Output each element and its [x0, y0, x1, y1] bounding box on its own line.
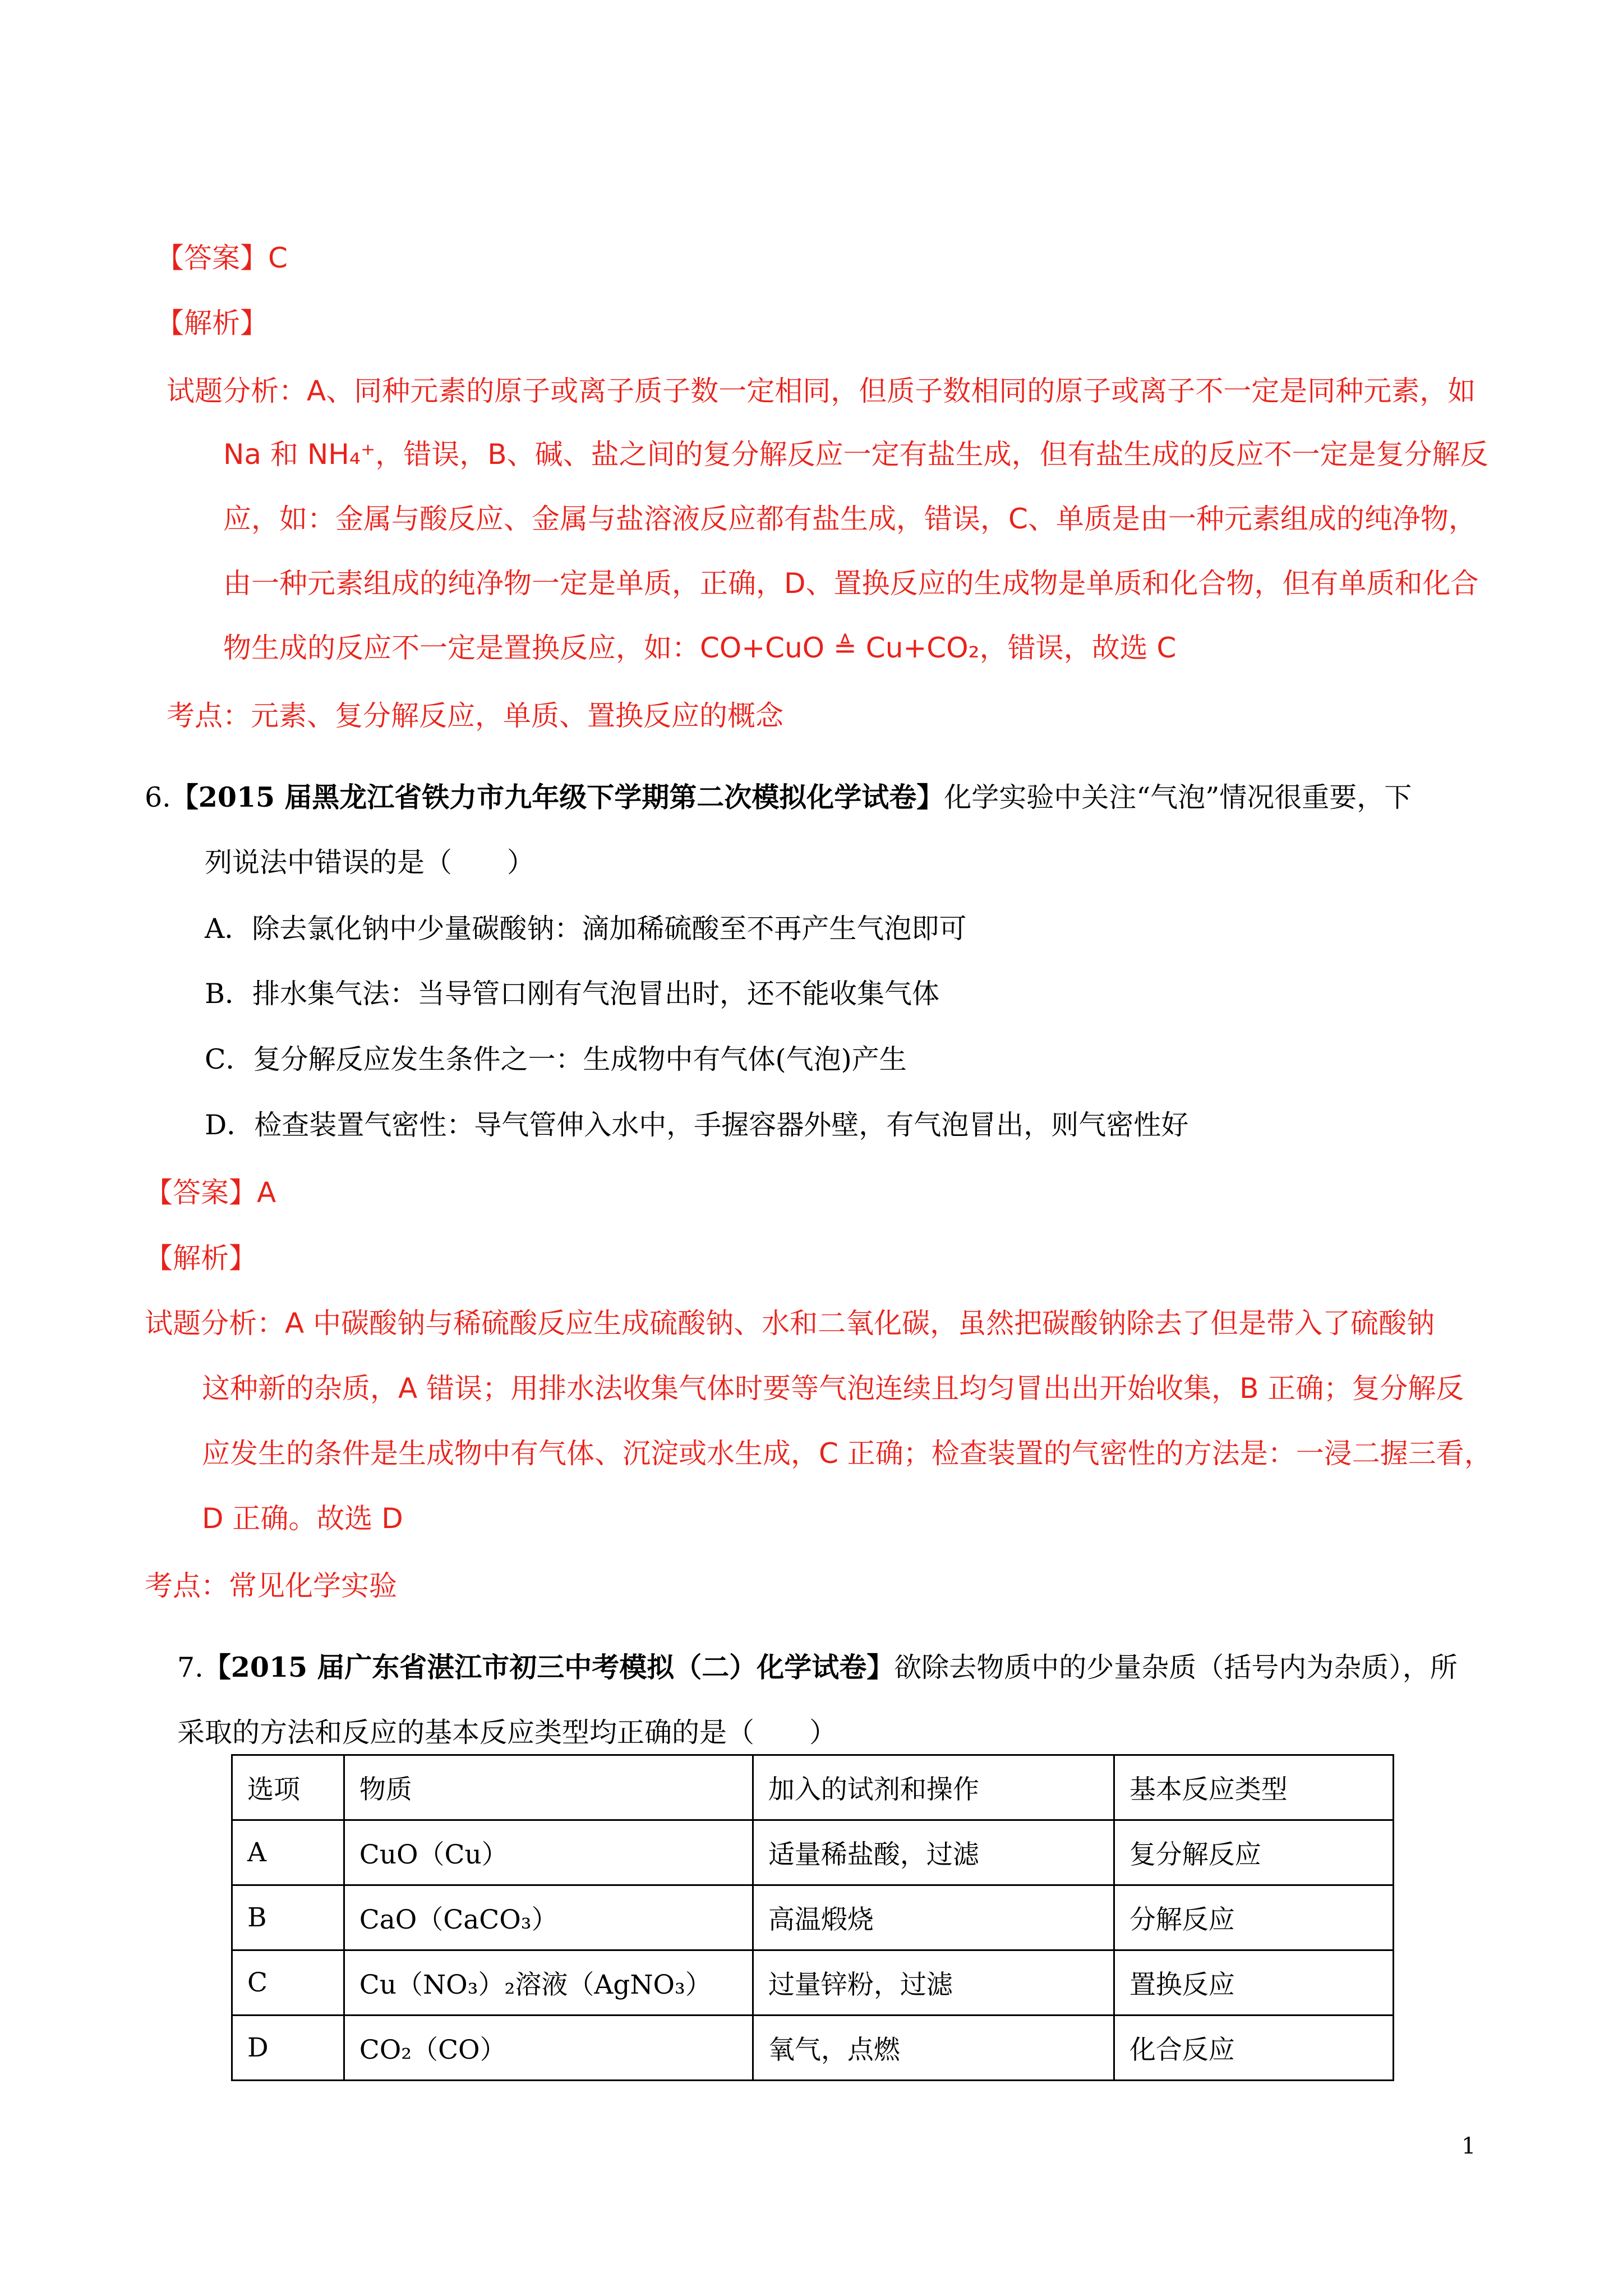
analysis-line: 这种新的杂质，A 错误；用排水法收集气体时要等气泡连续且均匀冒出出开始收集，B 正确；复分解反	[202, 1372, 1464, 1405]
table-header-cell: 物质	[344, 1755, 753, 1820]
analysis-line: D 正确。故选 D	[202, 1502, 403, 1535]
question-6-line1	[145, 776, 1412, 815]
question-7-line1	[177, 1646, 1458, 1685]
question-source: 【2015 届黑龙江省铁力市九年级下学期第二次模拟化学试卷】	[170, 781, 944, 813]
option-d: D．检查装置气密性：导气管伸入水中，手握容器外壁，有气泡冒出，则气密性好	[205, 1109, 1189, 1141]
table-row	[232, 1885, 1394, 1950]
question-stem: 化学实验中关注“气泡”情况很重要，下	[944, 781, 1412, 813]
table-cell: 适量稀盐酸，过滤	[753, 1820, 1114, 1885]
table-cell: B	[232, 1885, 344, 1950]
analysis-line: 由一种元素组成的纯净物一定是单质，正确，D、置换反应的生成物是单质和化合物，但有单质和化合	[223, 567, 1479, 600]
table-cell: CaO（CaCO₃）	[344, 1885, 753, 1950]
answer-label: 【答案】	[145, 1176, 257, 1209]
table-cell: D	[232, 2016, 344, 2081]
table-header-cell: 选项	[232, 1755, 344, 1820]
table-cell: CuO（Cu）	[344, 1820, 753, 1885]
answer-value: A	[257, 1176, 276, 1209]
option-a: A．除去氯化钠中少量碳酸钠：滴加稀硫酸至不再产生气泡即可	[205, 913, 967, 945]
table-cell: 化合反应	[1114, 2016, 1393, 2081]
question-number: 7.	[177, 1651, 204, 1683]
answer-block-q6	[145, 1170, 276, 1211]
analysis-label: 【解析】	[145, 1242, 257, 1274]
table-cell: 复分解反应	[1114, 1820, 1393, 1885]
table-row	[232, 1820, 1394, 1885]
table-cell: 过量锌粉，过滤	[753, 1950, 1114, 2016]
analysis-line: Na 和 NH₄⁺，错误，B、碱、盐之间的复分解反应一定有盐生成，但有盐生成的反应不一定是复分解反	[223, 438, 1488, 471]
question-source: 【2015 届广东省湛江市初三中考模拟（二）化学试卷】	[203, 1651, 895, 1683]
analysis-label: 【解析】	[156, 307, 268, 339]
analysis-line: 应，如：金属与酸反应、金属与盐溶液反应都有盐生成，错误，C、单质是由一种元素组成的纯净物，	[223, 503, 1477, 535]
options-table	[231, 1754, 1394, 2081]
answer-value: C	[268, 242, 288, 274]
answer-label: 【答案】	[156, 242, 268, 274]
question-stem: 采取的方法和反应的基本反应类型均正确的是（ ）	[177, 1717, 837, 1749]
question-stem: 列说法中错误的是（ ）	[205, 846, 535, 878]
table-row	[232, 2016, 1394, 2081]
analysis-line: 应发生的条件是生成物中有气体、沉淀或水生成，C 正确；检查装置的气密性的方法是：一浸二握三看，	[202, 1437, 1492, 1470]
analysis-line: 物生成的反应不一定是置换反应，如：CO+CuO ≜ Cu+CO₂，错误，故选 C	[223, 632, 1177, 664]
table-row	[232, 1950, 1394, 2016]
kaodian: 考点：元素、复分解反应，单质、置换反应的概念	[167, 700, 783, 732]
answer-block-q5	[156, 236, 288, 276]
kaodian: 考点：常见化学实验	[145, 1570, 397, 1602]
table-cell: 分解反应	[1114, 1885, 1393, 1950]
table-header-cell: 加入的试剂和操作	[753, 1755, 1114, 1820]
question-number: 6.	[145, 781, 171, 813]
page-number: 1	[1461, 2133, 1476, 2159]
analysis-line: 试题分析：A、同种元素的原子或离子质子数一定相同，但质子数相同的原子或离子不一定是同种元素，如	[167, 375, 1476, 407]
option-c: C．复分解反应发生条件之一：生成物中有气体(气泡)产生	[205, 1043, 907, 1075]
table-cell: Cu（NO₃）₂溶液（AgNO₃）	[344, 1950, 753, 2016]
table-cell: A	[232, 1820, 344, 1885]
table-cell: 高温煅烧	[753, 1885, 1114, 1950]
question-stem: 欲除去物质中的少量杂质（括号内为杂质），所	[894, 1651, 1458, 1683]
table-cell: 置换反应	[1114, 1950, 1393, 2016]
option-b: B．排水集气法：当导管口刚有气泡冒出时，还不能收集气体	[205, 978, 940, 1010]
table-cell: 氧气，点燃	[753, 2016, 1114, 2081]
table-cell: C	[232, 1950, 344, 2016]
table-cell: CO₂（CO）	[344, 2016, 753, 2081]
table-header-row	[232, 1755, 1394, 1820]
analysis-line: 试题分析：A 中碳酸钠与稀硫酸反应生成硫酸钠、水和二氧化碳，虽然把碳酸钠除去了但是带入了硫酸钠	[145, 1307, 1435, 1340]
table-header-cell: 基本反应类型	[1114, 1755, 1393, 1820]
